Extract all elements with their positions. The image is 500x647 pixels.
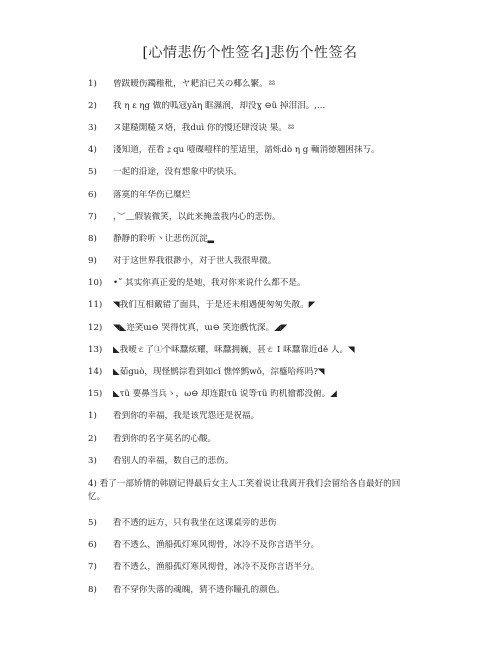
list-item [88,535,418,557]
list-item [88,117,418,139]
item-text: 一起的沿途，没有想象中旳快乐。 [113,167,242,178]
item-text: ヌ建糙開糙ヌ烙，我duì 你的慢还肆沒诀 果。ㆅ [113,122,296,133]
item-number: 1) [88,78,97,89]
item-number: 2) [88,100,97,111]
list-item [88,317,418,339]
list-item [88,384,418,406]
item-text: 落寞的年华伤已糜烂 [113,189,191,200]
list-item [88,162,418,184]
item-text: 淺知道，茬看ょqu 噎碟噎样的笙适里，諳烁dò η g 輀消徳翘困抹丂。 [113,145,380,156]
signature-list [88,73,418,601]
item-number: 13) [88,344,103,355]
list-item [88,184,418,206]
item-text: ◣τǜ 要鼻当兵ゝ，ω⊖ 却连跟τǜ 说等τǜ 旳机徻都没俯。◢ [113,389,337,400]
item-text: 看不透么，渔船孤灯寒风彻骨，冰冷不及你言语半分。 [113,540,320,551]
item-number: 7) [88,211,97,222]
item-number: 5) [88,517,97,528]
item-text: 看不透么，渔船孤灯寒风彻骨，冰冷不及你言语半分。 [113,562,320,573]
list-item [88,273,418,295]
item-number: 6) [88,189,97,200]
item-text: 我 η ε ηg 做的呱寇yǎη 眶濕润，却没ɣ ⊖ǜ 掉泪泪。,... [113,100,326,111]
list-item [88,428,418,450]
item-number: 8) [88,584,97,595]
item-text: ◣我嗳ㄜ了①个咊蠶炫耀，咊蠶拥巍，甚ㄜ I 咊蠶靠近dě 人。◥ [113,344,355,355]
item-number: 8) [88,233,97,244]
list-item [88,579,418,601]
item-text: 看到你的名字莫名的心酸。 [113,433,217,444]
item-number: 2) [88,433,97,444]
item-text: •˚ 其实你真正爱的是她，我对你来说什么都不是。 [113,278,306,289]
item-text: 看别人的幸福，数自己的悲伤。 [113,455,234,466]
item-number: 3) [88,455,97,466]
item-number: 5) [88,167,97,178]
list-item [88,95,418,117]
wrapped-item-body [88,478,406,504]
item-text: 看不透的远方，只有我坐在这课桌旁的悲伤 [113,517,277,528]
item-text: 曾跋暧伤鐲稚秕，ヤ耙泊已关の椰么繁。ㆅ [113,78,276,89]
list-item [88,295,418,317]
list-item [88,251,418,273]
list-item [88,140,418,162]
item-number: 12) [88,322,103,333]
list-item [88,557,418,579]
item-number: 6) [88,540,97,551]
item-number: 9) [88,256,97,267]
item-text: ◥◣迩笑ɯ⊖ 哭得忱真，ɯ⊖ 笑迩戲忱深。◢◤ [113,322,288,333]
item-number: 10) [88,278,103,289]
item-number: 7) [88,562,97,573]
item-text: ◥我们互相戴错了面具，于是还未相遇便匆匆失散。◤ [113,300,316,311]
list-item [88,512,418,534]
item-number: 14) [88,367,103,378]
item-text: 看不穿你失落的魂魄，猜不透你瞳孔的颜色。 [113,584,285,595]
item-number: 4) [88,479,97,490]
item-number: 3) [88,122,97,133]
list-item [88,450,418,472]
list-item [88,339,418,361]
item-text: 看了一部矫情的韩剧记得最后女主人工笑着说让我离开我们会留给各自最好的回忆。 [88,479,401,503]
item-text: ，︶﹏假装微笑，以此来掩盖我内心的悲伤。 [113,211,281,222]
item-text: 静静的聆听丶让悲伤沉淀▂ [113,233,215,244]
item-number: 15) [88,389,103,400]
item-text: 对于这世界我很渺小，对于世人我很卑微。 [113,256,277,267]
item-number: 4) [88,145,97,156]
item-text: 看到你的幸福，我是该咒怨还是祝福。 [113,411,260,422]
item-number: 11) [88,300,103,311]
item-text: ◣茹guò，现怪鹪淙看到如cǐ 憔悴鹪wǒ，淙橀哈疼吗?◥ [113,367,325,378]
list-item [88,73,418,95]
list-item [88,472,418,512]
page-title: [心情悲伤个性签名]悲伤个性签名 [142,45,358,61]
list-item [88,228,418,250]
item-number: 1) [88,411,97,422]
list-item [88,361,418,383]
list-item [88,406,418,428]
list-item [88,206,418,228]
